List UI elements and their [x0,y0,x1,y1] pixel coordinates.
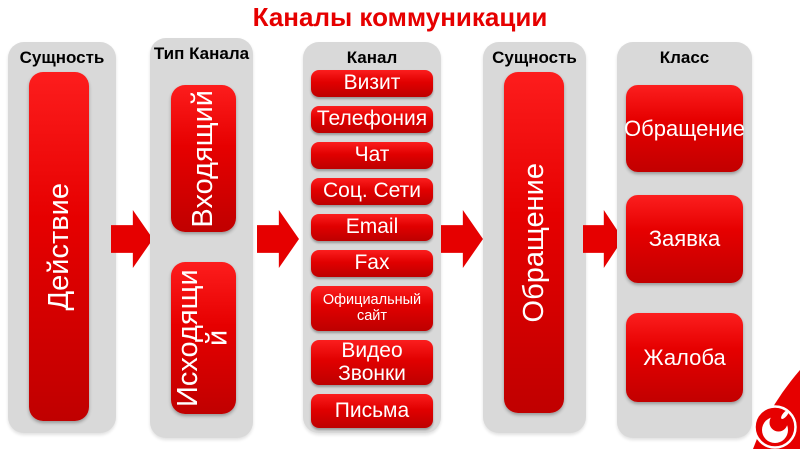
slide-title: Каналы коммуникации [252,2,548,32]
class-item-complaint: Жалоба [626,313,743,402]
incoming-box [171,85,236,232]
outgoing-box [171,262,236,414]
column-channel-type [150,38,253,438]
channel-item-fax: Fax [311,250,433,277]
channel-list [311,70,433,428]
class-item-request: Заявка [626,195,743,283]
channel-item-letters: Письма [311,394,433,428]
channel-item-telephony: Телефония [311,106,433,133]
column-header: Тип Канала [153,44,250,63]
action-box-label: Действие [42,182,75,311]
flow-arrow-right-icon [257,210,299,268]
action-box [29,72,89,421]
appeal-box-label: Обращение [517,162,550,323]
column-entity-right [483,42,586,433]
channel-item-email: Email [311,214,433,241]
column-header: Сущность [492,48,577,67]
channel-item-video-calls: Видео Звонки [311,340,433,385]
column-header: Сущность [19,48,105,67]
column-header: Класс [659,48,710,67]
class-item-appeal: Обращение [626,85,743,172]
column-channel [303,42,441,433]
channel-item-visit: Визит [311,70,433,97]
column-header: Канал [346,48,398,67]
vodafone-corner [708,357,800,449]
channel-item-official-site: Официальный сайт [311,286,433,331]
channel-item-chat: Чат [311,142,433,169]
channel-item-social: Соц. Сети [311,178,433,205]
incoming-box-label: Входящий [187,89,219,228]
column-entity-left [8,42,116,433]
appeal-box [504,72,564,413]
flow-arrow-right-icon [441,210,483,268]
vodafone-logo-icon [755,407,796,448]
flow-arrow-right-icon [111,210,153,268]
outgoing-box-label: Исходящий [171,269,234,407]
